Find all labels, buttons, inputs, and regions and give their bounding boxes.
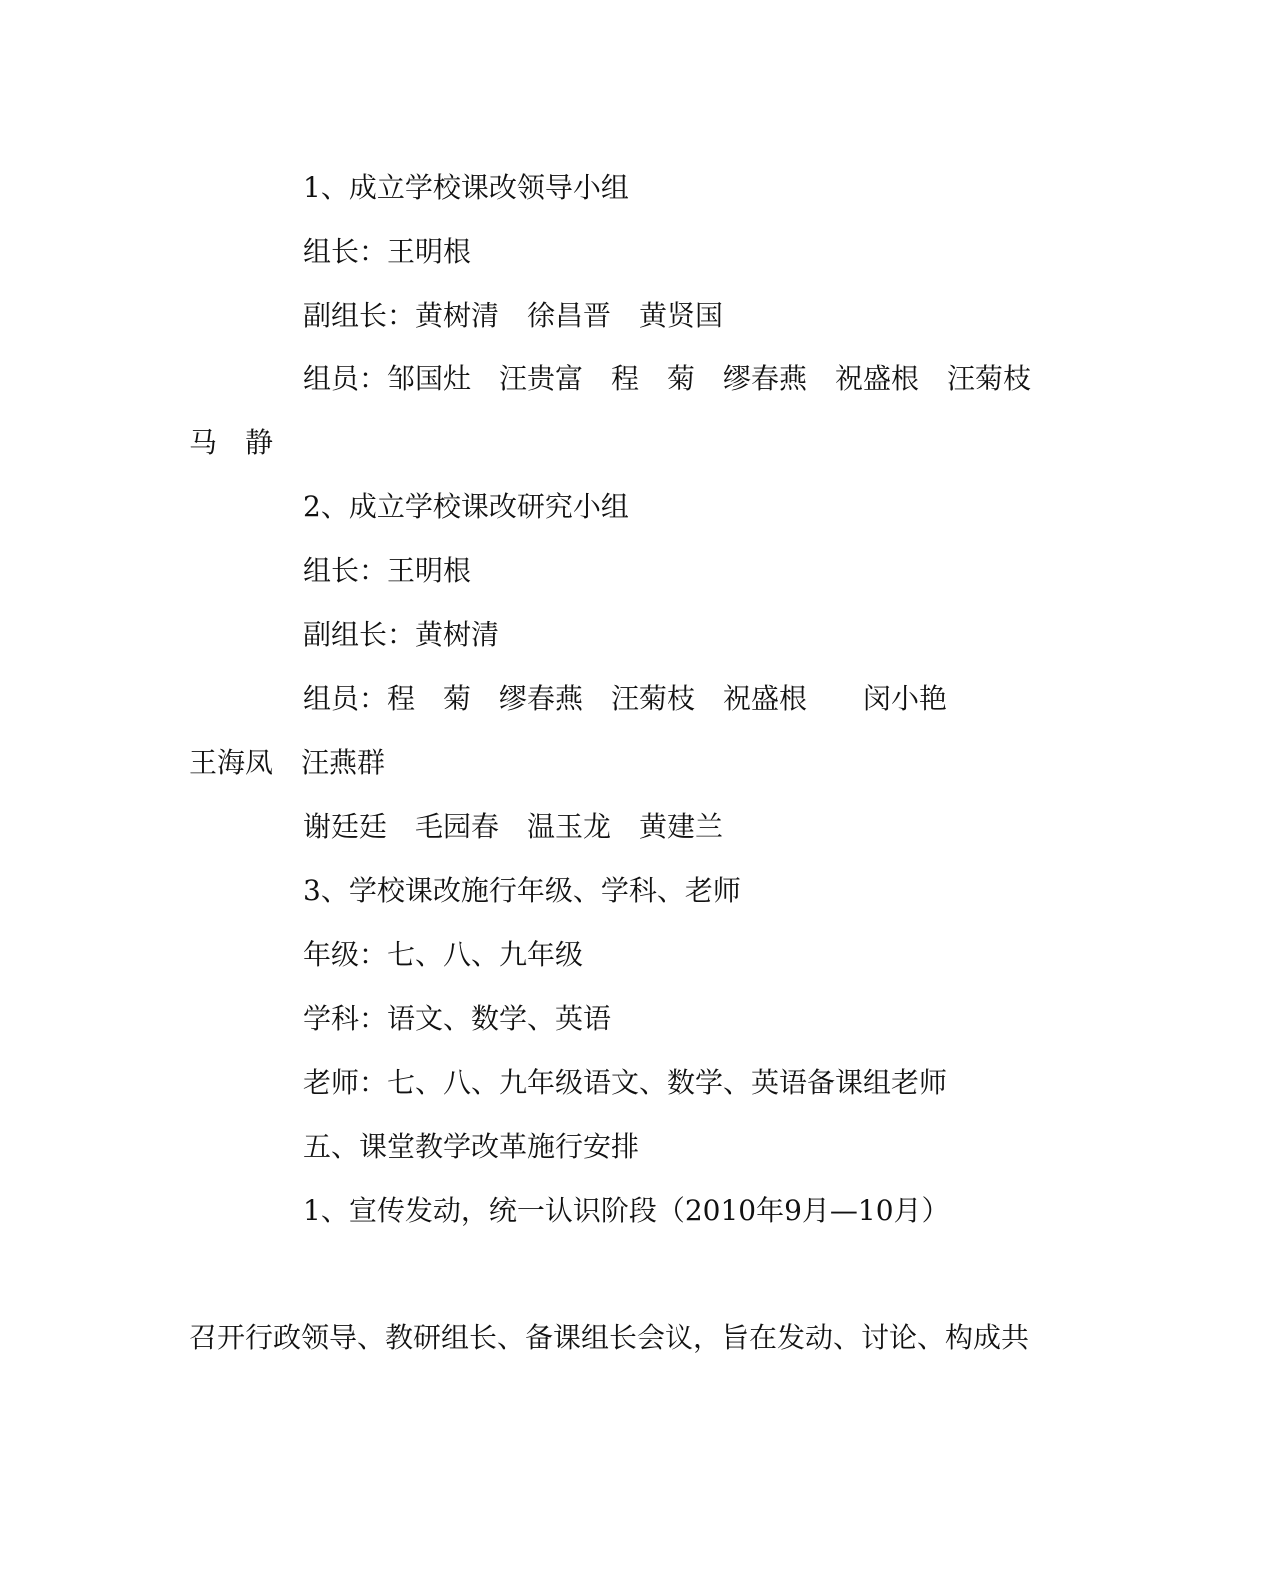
section-heading: 1、成立学校课改领导小组: [303, 171, 629, 204]
paragraph-line: 谢廷廷 毛园春 温玉龙 黄建兰: [303, 810, 724, 843]
paragraph-line: 召开行政领导、教研组长、备课组长会议，旨在发动、讨论、构成共: [189, 1321, 1030, 1354]
paragraph-line: 组员：邹国灶 汪贵富 程 菊 缪春燕 祝盛根 汪菊枝: [303, 362, 1032, 395]
paragraph-line: 马 静: [189, 426, 274, 459]
section-heading: 3、学校课改施行年级、学科、老师: [303, 874, 741, 907]
section-heading: 1、宣传发动，统一认识阶段（2010年9月—10月）: [303, 1194, 950, 1227]
paragraph-line: 学科：语文、数学、英语: [303, 1002, 612, 1035]
paragraph-line: 组员：程 菊 缪春燕 汪菊枝 祝盛根 闵小艳: [303, 682, 948, 715]
paragraph-line: 王海凤 汪燕群: [189, 746, 386, 779]
paragraph-line: 组长：王明根: [303, 235, 472, 268]
paragraph-line: 老师：七、八、九年级语文、数学、英语备课组老师: [303, 1066, 948, 1099]
paragraph-line: 组长：王明根: [303, 554, 472, 587]
paragraph-line: 年级：七、八、九年级: [303, 938, 584, 971]
section-heading: 2、成立学校课改研究小组: [303, 490, 629, 523]
paragraph-line: 副组长：黄树清: [303, 618, 500, 651]
paragraph-line: 副组长：黄树清 徐昌晋 黄贤国: [303, 299, 724, 332]
section-heading: 五、课堂教学改革施行安排: [303, 1130, 640, 1163]
